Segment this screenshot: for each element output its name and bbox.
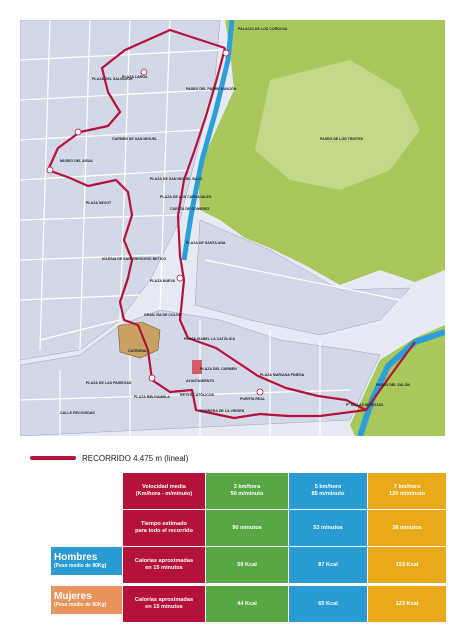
map-label: PLAZA NEVOT <box>86 201 112 205</box>
speed-3kmh: 3 km/hora 50 m/minuto <box>206 473 288 509</box>
men-calories-label: Calorías aproximadas en 15 minutos <box>123 547 205 583</box>
map-label: PLAZA NUEVA <box>150 279 176 283</box>
map-label: CARMEN DE SAN MIGUEL <box>112 137 158 141</box>
map-label: MUSEO DEL AGUA <box>60 159 93 163</box>
map-label: PLAZA DE LOS CARVAJALES <box>160 195 212 199</box>
map-label: PLAZA DE LAS PASIEGAS <box>86 381 132 385</box>
speed-row <box>51 473 446 510</box>
women-subtitle: (Peso medio de 60Kg) <box>54 602 107 608</box>
map-label: Pº DE LAS MARISTAS <box>346 403 384 407</box>
map-label: CARRERA DE LA VIRGEN <box>200 409 245 413</box>
map-label: PASEO DEL SALÓN <box>376 383 411 387</box>
women-calories-label: Calorías aproximadas en 15 minutos <box>123 586 205 622</box>
map-label: CUESTA DE GOMEREZ <box>170 207 210 211</box>
speed-7kmh: 7 km/hora 120 m/minuto <box>368 473 446 509</box>
men-row <box>51 547 446 584</box>
map-label: PLAZA MARIANA PINEDA <box>260 373 305 377</box>
map-label: PLAZA DE SAN MIGUEL BAJO <box>150 177 203 181</box>
map-label: PLAZA LARGA <box>122 75 148 79</box>
map-label: CALLE RECOGIDAS <box>60 411 95 415</box>
map-label: PUERTA REAL <box>240 397 266 401</box>
men-subtitle: (Peso medio de 80Kg) <box>54 563 107 569</box>
map-label: PALACIO DE LOS CORDOVA <box>238 27 288 31</box>
men-7kmh: 153 Kcal <box>368 547 446 583</box>
speed-label: Velocidad media (Km/hora - m/minuto) <box>123 473 205 509</box>
map-label: GRAN VÍA DE COLÓN <box>144 313 182 317</box>
map-label: PLAZA DEL CARMEN <box>200 367 237 371</box>
map-label: PLAZA BIB-RAMBLA <box>134 395 170 399</box>
map-label: PLAZA DEL SALVADOR <box>92 77 133 81</box>
map-label: IGLESIA DE SAN GREGORIO BETICO <box>102 257 167 261</box>
men-5kmh: 87 Kcal <box>289 547 367 583</box>
time-label: Tiempo estimado para todo el recorrido <box>123 510 205 546</box>
women-3kmh: 44 Kcal <box>206 586 288 622</box>
city-map <box>20 20 445 436</box>
map-label: REYES CATÓLICOS <box>180 393 215 397</box>
time-3kmh: 90 minutos <box>206 510 288 546</box>
men-title: Hombres <box>54 552 98 563</box>
map-label: PLAZA ISABEL LA CATÓLICA <box>184 337 235 341</box>
women-5kmh: 65 Kcal <box>289 586 367 622</box>
time-row <box>51 510 446 547</box>
women-row <box>51 586 446 623</box>
speed-5kmh: 5 km/hora 85 m/minuto <box>289 473 367 509</box>
map-label: AYUNTAMIENTO <box>186 379 215 383</box>
men-3kmh: 59 Kcal <box>206 547 288 583</box>
time-7kmh: 38 minutos <box>368 510 446 546</box>
map-label: PASEO DEL PADRE MANJÓN <box>186 87 237 91</box>
map-label: PASEO DE LOS TRISTES <box>320 137 363 141</box>
women-title: Mujeres <box>54 591 92 602</box>
time-5kmh: 53 minutos <box>289 510 367 546</box>
route-legend <box>30 452 188 464</box>
map-label: CATEDRAL <box>128 349 148 353</box>
map-label: PLAZA DE SANTA ANA <box>186 241 226 245</box>
women-7kmh: 123 Kcal <box>368 586 446 622</box>
route-legend-label: RECORRIDO 4.475 m (lineal) <box>82 453 189 463</box>
route-legend-swatch <box>30 456 76 460</box>
